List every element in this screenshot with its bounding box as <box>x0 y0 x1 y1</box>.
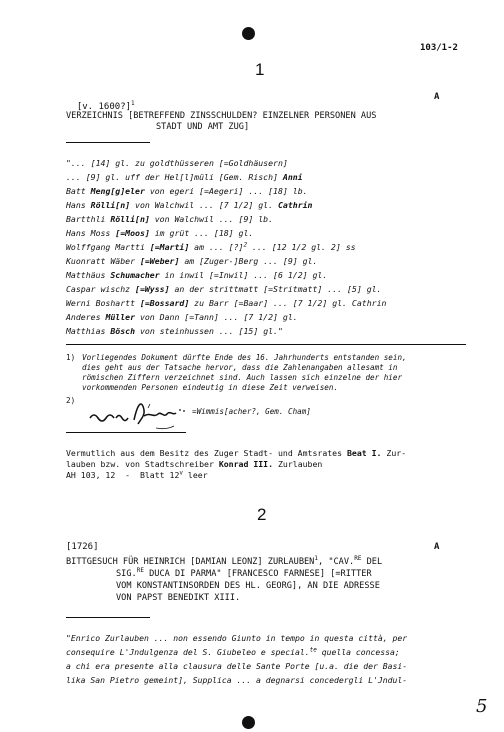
entries-separator <box>66 344 466 345</box>
document-2-title-line: BITTGESUCH FÜR HEINRICH [DAMIAN LEONZ] ZURLAUBEN$^1$, "CAV.$^{RE}$ DEL <box>66 555 383 567</box>
punch-hole-top <box>242 27 255 40</box>
entry-line: Bartthli Rölli[n] von Walchwil ... [9] lb. <box>66 214 274 224</box>
footnote-2-text: =Wimmis[acher?, Gem. Cham] <box>192 407 311 416</box>
document-1-marker: A <box>434 92 440 102</box>
footnote-1-line: römischen Ziffern verzeichnet sind. Auch lassen sich einzelne der hier <box>82 373 403 382</box>
document-2-body-line: consequire L'Jndulgenza del S. Giubeleo e special.$^{te}$ quella concessa; <box>66 646 400 657</box>
document-2-title-line: VOM KONSTANTINSORDEN DES HL. GEORG], AN DIE ADRESSE <box>116 581 380 591</box>
document-1-title-line2: STADT UND AMT ZUG] <box>156 122 250 132</box>
document-2-date: [1726] <box>66 542 99 552</box>
footnote-2-number: 2) <box>66 396 76 405</box>
provenance-line: Vermutlich aus dem Besitz des Zuger Stadt- und Amtsrates Beat I. Zur- <box>66 448 407 458</box>
document-2-title-line: SIG.$^{RE}$ DUCA DI PARMA" [FRANCESCO FARNESE] [=RITTER <box>116 567 372 579</box>
document-2-body-line: a chi era presente alla clausura delle Sante Porte [u.a. die der Basi- <box>66 661 408 671</box>
document-2-number: 2 <box>257 505 267 524</box>
entry-line: Wolffgang Martti [=Marti] am ... [?]$^2$ ... [12 1/2 gl. 2] ss <box>66 241 356 252</box>
entry-line: Anderes Müller von Dann [=Tann] ... [7 1/2] gl. <box>66 312 298 322</box>
punch-hole-bottom <box>242 716 255 729</box>
entry-line: Caspar wischz [=Wyss] an der strittmatt [=Stritmatt] ... [5] gl. <box>66 284 382 294</box>
document-1-number: 1 <box>255 60 265 79</box>
document-2-body-line: lika San Pietro gemeint], Supplica ... a degnarsi concedergli L'Jndul- <box>66 675 408 685</box>
entry-line: Werni Boshartt [=Bossard] zu Barr [=Baar] ... [7 1/2] gl. Cathrin <box>66 298 387 308</box>
provenance-line: lauben bzw. von Stadtschreiber Konrad III. Zurlauben <box>66 459 323 469</box>
document-2-title-line: VON PAPST BENEDIKT XIII. <box>116 593 241 603</box>
entry-line: ... [9] gl. uff der Hel[l]müli [Gem. Risch] Anni <box>66 172 303 182</box>
footnote-1-line: Vorliegendes Dokument dürfte Ende des 16. Jahrhunderts entstanden sein, <box>82 353 407 362</box>
entry-line: "... [14] gl. zu goldthüsseren [=Goldhäusern] <box>66 158 288 168</box>
entry-line: Matthias Bösch von steinhussen ... [15] gl." <box>66 326 283 336</box>
entry-line: Hans Moss [=Moos] im grüt ... [18] gl. <box>66 228 254 238</box>
page-reference: 103/1-2 <box>420 43 458 53</box>
footnote-1-line: dies geht aus der Tatsache hervor, dass die Zahlenangaben allesamt in <box>82 363 398 372</box>
entry-line: Batt Meng[g]eler von egeri [=Aegeri] ... [18] lb. <box>66 186 308 196</box>
entry-line: Kuonratt Wäber [=Weber] am [Zuger-]Berg ... [9] gl. <box>66 256 318 266</box>
title-underline-2 <box>66 617 150 618</box>
provenance-line: AH 103, 12 - Blatt 12$^v$ leer <box>66 469 208 480</box>
title-underline <box>66 142 150 143</box>
document-2-marker: A <box>434 542 440 552</box>
entry-line: Hans Rölli[n] von Walchwil ... [7 1/2] gl. Cathrin <box>66 200 313 210</box>
entry-line: Matthäus Schumacher in inwil [=Inwil] ... [6 1/2] gl. <box>66 270 328 280</box>
handwritten-page-mark: 5 <box>476 696 488 717</box>
document-1-title-line1: VERZEICHNIS [BETREFFEND ZINSSCHULDEN? EINZELNER PERSONEN AUS <box>66 111 377 121</box>
document-2-body-line: "Enrico Zurlauben ... non essendo Giunto in tempo in questa città, per <box>66 633 408 643</box>
document-1-date: [v. 1600?]$^1$ <box>76 100 135 112</box>
footnotes-separator <box>66 432 186 433</box>
footnote-1-line: vorkommenden Personen eindeutig in diese Zeit verweisen. <box>82 383 339 392</box>
footnote-1-number: 1) <box>66 353 76 362</box>
